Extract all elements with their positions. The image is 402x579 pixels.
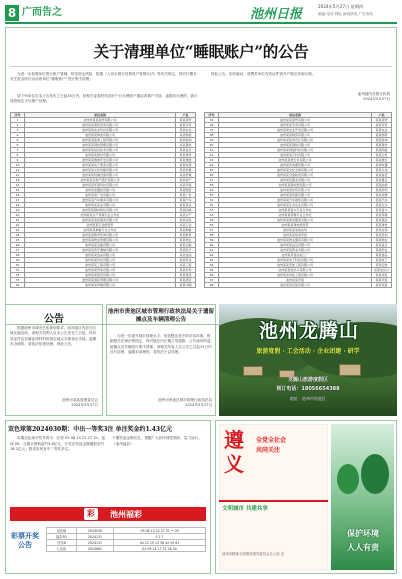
row-account-name: 某某劳务 <box>372 123 392 128</box>
row-account-name: 某某贸易 <box>176 268 196 273</box>
row-index: 16 <box>11 193 25 198</box>
notice-signature-date: 2024年5月27日 <box>363 97 390 101</box>
row-account-name: 某某五金 <box>176 223 196 228</box>
row-index: 47 <box>205 178 219 183</box>
lottery-body: 本期双色球开奖号码为：红球 03 08 15 22 27 31，蓝球 09。当期全国销量约3.6亿元，计奖后奖池金额累积至约18.2亿元。我省彩民喜中二等奖多注。 <box>10 436 106 452</box>
page-number: 8 <box>5 5 19 21</box>
stall-cleanup-date: 2024年5月27日 <box>185 403 212 407</box>
row-unit-name: 池州某某教育咨询有限公司 <box>25 233 176 238</box>
row-unit-name: 池州某某家政服务有限公司 <box>25 218 176 223</box>
row-account-name: 某某医疗 <box>176 248 196 253</box>
row-index: 20 <box>11 213 25 218</box>
row-index: 55 <box>205 218 219 223</box>
row-index: 6 <box>11 143 25 148</box>
row-index: 28 <box>11 253 25 258</box>
lottery-brand: 池州福彩 <box>110 510 142 519</box>
lottery-game: 福彩3D <box>47 534 77 540</box>
row-account-name: 某某建材 <box>176 153 196 158</box>
row-account-name: 某某农场 <box>372 228 392 233</box>
row-account-name: 某某苗木 <box>372 208 392 213</box>
row-account-name: 某某商贸 <box>176 118 196 123</box>
row-index: 38 <box>205 133 219 138</box>
lottery-issue: 2024061 <box>76 546 113 552</box>
row-index: 7 <box>11 148 25 153</box>
lottery-numbers: 02 09 14 17 21 26 30 <box>114 546 206 552</box>
row-unit-name: 池州某某文化发展有限公司 <box>219 168 372 173</box>
row-index: 61 <box>205 248 219 253</box>
col-header-unit: 单位名称 <box>219 113 372 118</box>
notice-signature-org: 池州辖内各银行机构 <box>357 92 390 96</box>
row-account-name: 某某家政 <box>176 218 196 223</box>
row-account-name: 某某汽车 <box>176 198 196 203</box>
row-unit-name: 池州某某五金经营部 <box>25 223 176 228</box>
row-index: 58 <box>205 233 219 238</box>
row-account-name: 某某纺织 <box>372 188 392 193</box>
row-unit-name: 池州某某货运有限公司 <box>219 243 372 248</box>
row-account-name: 某某培训 <box>372 233 392 238</box>
row-index: 1 <box>11 118 25 123</box>
row-index: 12 <box>11 173 25 178</box>
stall-cleanup-signature <box>110 398 212 408</box>
row-account-name: 某某进出口 <box>372 268 392 273</box>
row-unit-name: 池州某某旅游开发有限公司 <box>25 158 176 163</box>
row-account-name: 某某药业 <box>372 248 392 253</box>
small-notice-body: 根据池州市城市总体规划要求，现对辖区内部分区域实施征收。请相关权利人自本公告发布之日起，持有效证件及权属证明材料到指定地点办理登记手续。逾期未办理的，将依法依规处理。特此公告。 <box>10 326 97 347</box>
row-unit-name: 池州某某保洁服务有限公司 <box>219 218 372 223</box>
poster-big-text: 遵义 <box>224 428 244 476</box>
row-account-name: 某某物流 <box>176 133 196 138</box>
header-meta: 邮编 电话 网址 新闻热线 广告热线 <box>318 12 373 16</box>
row-unit-name: 池州某某酒店管理有限公司 <box>25 278 176 283</box>
row-index: 43 <box>205 158 219 163</box>
row-index: 26 <box>11 243 25 248</box>
row-account-name: 某某旅行 <box>372 158 392 163</box>
row-index: 39 <box>205 138 219 143</box>
row-index: 31 <box>11 268 25 273</box>
row-index: 34 <box>11 283 25 288</box>
row-index: 32 <box>11 273 25 278</box>
row-account-name: 某某物资 <box>372 133 392 138</box>
row-index: 48 <box>205 183 219 188</box>
poster-side-line-2: 共同关注 <box>256 447 281 454</box>
row-index: 36 <box>205 123 219 128</box>
eco-slogan-2: 人人有责 <box>347 543 379 552</box>
row-unit-name: 池州某某建筑劳务有限公司 <box>25 123 176 128</box>
poster-stripe <box>219 500 328 502</box>
row-unit-name: 池州某某农业开发有限公司 <box>219 128 372 133</box>
row-account-name: 某某传媒 <box>372 193 392 198</box>
row-account-name: 某某工程 <box>176 263 196 268</box>
row-index: 27 <box>11 248 25 253</box>
row-index: 17 <box>11 198 25 203</box>
row-index: 57 <box>205 228 219 233</box>
row-account-name: 某某广告 <box>176 193 196 198</box>
row-account-name: 某某运输 <box>176 243 196 248</box>
lottery-results-tag: 彩票开奖公告 <box>11 532 39 549</box>
row-account-name: 某某种植 <box>176 228 196 233</box>
poster-side-text <box>256 436 324 456</box>
row-account-name: 某某租赁 <box>372 173 392 178</box>
row-account-name: 某某商贸 <box>372 118 392 123</box>
title-divider <box>10 66 392 67</box>
row-index: 49 <box>205 188 219 193</box>
row-index: 40 <box>205 143 219 148</box>
row-account-name: 某某物业 <box>176 238 196 243</box>
row-index: 63 <box>205 258 219 263</box>
row-unit-name: 池州某某机械设备有限公司 <box>25 173 176 178</box>
row-account-name: 某某电器 <box>372 163 392 168</box>
row-unit-name: 池州某某种植专业合作社 <box>25 228 176 233</box>
poster-side-line-1: 全党全社会 <box>256 437 287 444</box>
row-account-name: 某某餐饮 <box>372 143 392 148</box>
row-unit-name: 池州市某某商贸有限公司 <box>25 118 176 123</box>
row-account-name: 某某劳务 <box>176 123 196 128</box>
row-unit-name: 池州某某环保科技有限公司 <box>25 183 176 188</box>
stall-cleanup-body: 为进一步提升城市管理水平，营造整洁有序的市容环境，根据相关法律法规规定，现对辖区内长期占用道路、公共场所的遗留摊点及车辆进行集中清理。请相关所有人自公告之日起15日内自行清理，逾期未清理的，将依法予以处理。 <box>110 334 212 355</box>
row-account-name: 某某地产 <box>176 178 196 183</box>
dragon-mountain-phone: 预订电话：18056654388 <box>276 386 340 392</box>
lottery-numbers: 04 11 19 23 36 42 55 61 <box>114 540 206 546</box>
row-unit-name: 池州某某装饰设计有限公司 <box>219 138 372 143</box>
lottery-banner <box>10 507 206 521</box>
row-index: 60 <box>205 243 219 248</box>
row-index: 52 <box>205 203 219 208</box>
row-index: 64 <box>205 263 219 268</box>
section-title: 广而告之 <box>22 7 62 18</box>
notice-intro-3: 特此公告。如有疑问，请携带单位有效证件到开户网点咨询办理。 <box>211 72 316 76</box>
row-index: 4 <box>11 133 25 138</box>
col-header-account: 户名 <box>176 113 196 118</box>
row-index: 56 <box>205 223 219 228</box>
col-header-index: 序号 <box>205 113 219 118</box>
stall-cleanup-title: 池州市贵池区城市管理行政执法局关于遗留摊点及车辆清理公告 <box>107 309 215 323</box>
table-row <box>11 283 196 288</box>
account-table-right <box>204 112 392 288</box>
row-account-name: 某某装饰 <box>372 138 392 143</box>
row-index: 41 <box>205 148 219 153</box>
row-unit-name: 池州某某置业有限公司 <box>219 178 372 183</box>
col-header-account: 户名 <box>372 113 392 118</box>
row-index: 42 <box>205 153 219 158</box>
row-unit-name: 池州某某传媒有限公司 <box>219 193 372 198</box>
row-index: 67 <box>205 278 219 283</box>
notice-intro-2: 请下列单位自本公告发布之日起30日内，持相关证明材料到开户行办理账户激活或销户手续，逾期未办理的，我行将按规定予以销户处理。 <box>10 94 198 104</box>
row-index: 35 <box>205 118 219 123</box>
row-account-name: 某某市政 <box>372 273 392 278</box>
stall-cleanup-org: 池州市贵池区城市管理行政执法局 <box>158 398 212 402</box>
dragon-mountain-title: 池州龙腾山 <box>258 320 359 342</box>
row-account-name: 某某货运 <box>372 243 392 248</box>
row-unit-name: 池州某某养殖专业合作社 <box>219 213 372 218</box>
lottery-numbers: 5 2 7 <box>114 534 206 540</box>
row-index: 45 <box>205 168 219 173</box>
row-index: 54 <box>205 213 219 218</box>
row-account-name: 某某茶业 <box>176 203 196 208</box>
building-shape <box>339 364 361 376</box>
row-index: 21 <box>11 218 25 223</box>
row-index: 15 <box>11 188 25 193</box>
row-account-name: 某某电商 <box>176 163 196 168</box>
row-account-name: 某某农业 <box>176 128 196 133</box>
lottery-game: 七乐彩 <box>47 546 77 552</box>
lottery-issue: 2024131 <box>76 534 113 540</box>
row-account-name: 某某电子 <box>372 258 392 263</box>
row-unit-name: 池州某某培训学校 <box>219 233 372 238</box>
row-unit-name: 池州某某广告有限公司 <box>25 193 176 198</box>
row-index: 3 <box>11 128 25 133</box>
lottery-numbers: 03 08 15 22 27 31 + 09 <box>114 528 206 534</box>
row-index: 13 <box>11 178 25 183</box>
row-account-name: 某某养殖 <box>372 213 392 218</box>
row-unit-name: 池州某某石材有限公司 <box>219 153 372 158</box>
row-account-name: 某某环保 <box>176 183 196 188</box>
small-notice-date: 2024年5月27日 <box>71 403 98 407</box>
row-account-name: 某某文化 <box>372 168 392 173</box>
row-unit-name: 池州某某电子科技有限公司 <box>219 258 372 263</box>
header-divider <box>5 22 397 24</box>
row-unit-name: 池州某某服装有限公司 <box>25 188 176 193</box>
lottery-body-right: 下期奖池金额充足，提醒广大彩民理性购彩，量力而行。（池州福彩） <box>112 436 202 446</box>
row-index: 14 <box>11 183 25 188</box>
issue-date: 2024年5月27日 星期四 <box>318 4 364 9</box>
row-unit-name: 池州某某信息技术有限公司 <box>25 148 176 153</box>
row-unit-name: 池州某某建设有限公司 <box>25 273 176 278</box>
row-index: 62 <box>205 253 219 258</box>
row-account-name: 某某包装 <box>372 283 392 288</box>
small-notice-signature <box>10 398 98 408</box>
row-index: 29 <box>11 258 25 263</box>
row-account-name: 某某装饰 <box>176 138 196 143</box>
row-index: 8 <box>11 153 25 158</box>
row-unit-name: 池州某某建材经营部 <box>219 223 372 228</box>
building-shape <box>243 366 263 376</box>
row-account-name: 某某机械 <box>176 173 196 178</box>
row-account-name: 某某网络 <box>372 148 392 153</box>
row-account-name: 某某信息 <box>176 148 196 153</box>
row-unit-name: 池州某某科技有限公司 <box>25 258 176 263</box>
tree-icon <box>361 454 389 494</box>
dragon-mountain-name: 龙腾山旅游度假区 <box>287 377 328 383</box>
table-row <box>205 283 392 288</box>
row-unit-name: 池州某某物业服务有限公司 <box>219 238 372 243</box>
row-unit-name: 池州某某网络科技有限公司 <box>219 148 372 153</box>
row-unit-name: 池州某某建材有限公司 <box>25 153 176 158</box>
row-unit-name: 池州某某苗木专业合作社 <box>219 208 372 213</box>
row-account-name: 某某建材 <box>372 223 392 228</box>
row-unit-name: 池州某某新能源有限公司 <box>219 183 372 188</box>
row-index: 18 <box>11 203 25 208</box>
poster-slogan: 文明城市 共建共享 <box>222 506 268 512</box>
row-account-name: 某某安装 <box>372 263 392 268</box>
row-account-name: 某某宾馆 <box>372 278 392 283</box>
row-index: 11 <box>11 168 25 173</box>
row-account-name: 某某科技 <box>176 258 196 263</box>
row-account-name: 某某保洁 <box>372 218 392 223</box>
row-unit-name: 池州某某家庭农场 <box>219 228 372 233</box>
row-index: 2 <box>11 123 25 128</box>
lottery-row <box>47 546 206 552</box>
row-unit-name: 池州某某文化传媒有限公司 <box>25 168 176 173</box>
row-unit-name: 池州某某水产养殖专业合作社 <box>25 213 176 218</box>
row-unit-name: 池州某某餐饮管理有限公司 <box>25 143 176 148</box>
row-index: 33 <box>11 278 25 283</box>
row-unit-name: 池州某某医疗器械有限公司 <box>25 248 176 253</box>
row-unit-name: 池州某某物业管理有限公司 <box>25 238 176 243</box>
row-unit-name: 池州某某印刷有限公司 <box>25 283 176 288</box>
small-notice-title: 公告 <box>44 314 64 325</box>
row-index: 37 <box>205 128 219 133</box>
row-unit-name: 池州某某食品有限公司 <box>25 253 176 258</box>
col-header-index: 序号 <box>11 113 25 118</box>
row-account-name: 某某能源 <box>372 183 392 188</box>
row-unit-name: 池州某某商贸有限公司 <box>219 118 372 123</box>
row-index: 23 <box>11 228 25 233</box>
dragon-mountain-subtitle: 旅游度假 · 工会活动 · 企业团建 · 研学 <box>256 348 360 355</box>
lottery-headline: 双色球第2024030期：中出一等奖3注 单注奖金约1.43亿元 <box>8 426 173 433</box>
row-unit-name: 池州某某市政工程有限公司 <box>219 273 372 278</box>
row-account-name: 某某石材 <box>372 153 392 158</box>
row-unit-name: 池州某某汽车销售有限公司 <box>219 198 372 203</box>
row-account-name: 某某餐饮 <box>176 143 196 148</box>
row-unit-name: 池州某某物流有限公司 <box>25 133 176 138</box>
lottery-logo-icon: 彩 <box>84 508 98 520</box>
row-account-name: 某某建设 <box>176 273 196 278</box>
row-account-name: 某某教育 <box>176 233 196 238</box>
row-unit-name: 池州某某纺织有限公司 <box>219 188 372 193</box>
row-unit-name: 池州某某安装工程有限公司 <box>219 263 372 268</box>
row-index: 66 <box>205 273 219 278</box>
row-index: 24 <box>11 233 25 238</box>
row-index: 51 <box>205 198 219 203</box>
row-index: 19 <box>11 208 25 213</box>
row-index: 50 <box>205 193 219 198</box>
row-index: 53 <box>205 208 219 213</box>
row-unit-name: 池州某某进出口有限公司 <box>219 268 372 273</box>
lottery-issue: 2024131 <box>76 540 113 546</box>
row-index: 30 <box>11 263 25 268</box>
row-unit-name: 池州某某药业有限公司 <box>219 248 372 253</box>
row-unit-name: 池州某某物资有限公司 <box>219 133 372 138</box>
dragon-mountain-address: 地址：池州市贵池区 <box>290 396 326 401</box>
row-account-name: 某某酒店 <box>176 278 196 283</box>
row-account-name: 某某农业 <box>372 128 392 133</box>
notice-title: 关于清理单位“睡眠账户”的公告 <box>93 42 309 61</box>
row-unit-name: 池州某某茶业有限公司 <box>25 203 176 208</box>
row-unit-name: 池州某某电器有限公司 <box>219 163 372 168</box>
row-account-name: 某某水产 <box>176 213 196 218</box>
poster-footer: 池州市精神文明建设指导委员会办公室 宣 <box>222 552 285 556</box>
notice-signature <box>300 92 390 102</box>
row-unit-name: 池州某某汽车服务有限公司 <box>25 198 176 203</box>
row-index: 22 <box>11 223 25 228</box>
row-account-name: 某某汽车 <box>372 198 392 203</box>
row-unit-name: 池州某某运输有限公司 <box>25 243 176 248</box>
row-unit-name: 池州某某园林绿化有限公司 <box>25 208 176 213</box>
row-unit-name: 池州某某食品加工厂 <box>219 253 372 258</box>
row-index: 10 <box>11 163 25 168</box>
row-unit-name: 池州某某餐饮有限公司 <box>219 143 372 148</box>
row-unit-name: 池州某某电子商务有限公司 <box>25 163 176 168</box>
row-account-name: 某某印刷 <box>176 283 196 288</box>
row-unit-name: 池州某某宾馆 <box>219 278 372 283</box>
row-account-name: 某某服装 <box>176 188 196 193</box>
row-unit-name: 池州某某装饰工程有限公司 <box>25 138 176 143</box>
tree-icon <box>337 464 359 494</box>
notice-intro-1: 为进一步加强单位银行账户管理，防范资金风险，根据《人民币银行结算账户管理办法》等有关规定，现对长期未发生资金收付活动的单位“睡眠账户”进行集中清理。 <box>10 72 197 82</box>
row-unit-name: 池州某某劳务有限公司 <box>219 123 372 128</box>
row-index: 65 <box>205 268 219 273</box>
row-index: 44 <box>205 163 219 168</box>
row-account-name: 某某食品 <box>372 253 392 258</box>
lottery-issue: 2024030 <box>76 528 113 534</box>
row-unit-name: 池州某某贸易有限公司 <box>25 268 176 273</box>
row-unit-name: 池州某某包装有限公司 <box>219 283 372 288</box>
row-unit-name: 池州某某旅行社有限公司 <box>219 158 372 163</box>
row-unit-name: 池州某某农业科技有限公司 <box>25 128 176 133</box>
row-account-name: 某某旅游 <box>176 158 196 163</box>
row-unit-name: 池州某某设备租赁有限公司 <box>219 173 372 178</box>
row-account-name: 某某传媒 <box>176 168 196 173</box>
row-unit-name: 池州某某房地产经纪有限公司 <box>25 178 176 183</box>
row-account-name: 某某生态 <box>372 203 392 208</box>
row-index: 46 <box>205 173 219 178</box>
eco-slogan-1: 保护环境 <box>347 529 379 538</box>
row-account-name: 某某食品 <box>176 253 196 258</box>
lottery-results-table <box>46 527 206 552</box>
row-index: 59 <box>205 238 219 243</box>
row-account-name: 某某园林 <box>176 208 196 213</box>
row-index: 9 <box>11 158 25 163</box>
lottery-game: 双色球 <box>47 528 77 534</box>
newspaper-logo: 池州日报 <box>250 7 303 22</box>
row-index: 68 <box>205 283 219 288</box>
row-unit-name: 池州某某生态农业有限公司 <box>219 203 372 208</box>
small-notice-org: 池州市某某管理委员会 <box>62 398 98 402</box>
row-index: 5 <box>11 138 25 143</box>
row-account-name: 某某物业 <box>372 238 392 243</box>
row-account-name: 某某置业 <box>372 178 392 183</box>
row-unit-name: 池州某某工程有限公司 <box>25 263 176 268</box>
account-table-left <box>10 112 196 288</box>
col-header-unit: 单位名称 <box>25 113 176 118</box>
lottery-game: 快乐8 <box>47 540 77 546</box>
row-index: 25 <box>11 238 25 243</box>
